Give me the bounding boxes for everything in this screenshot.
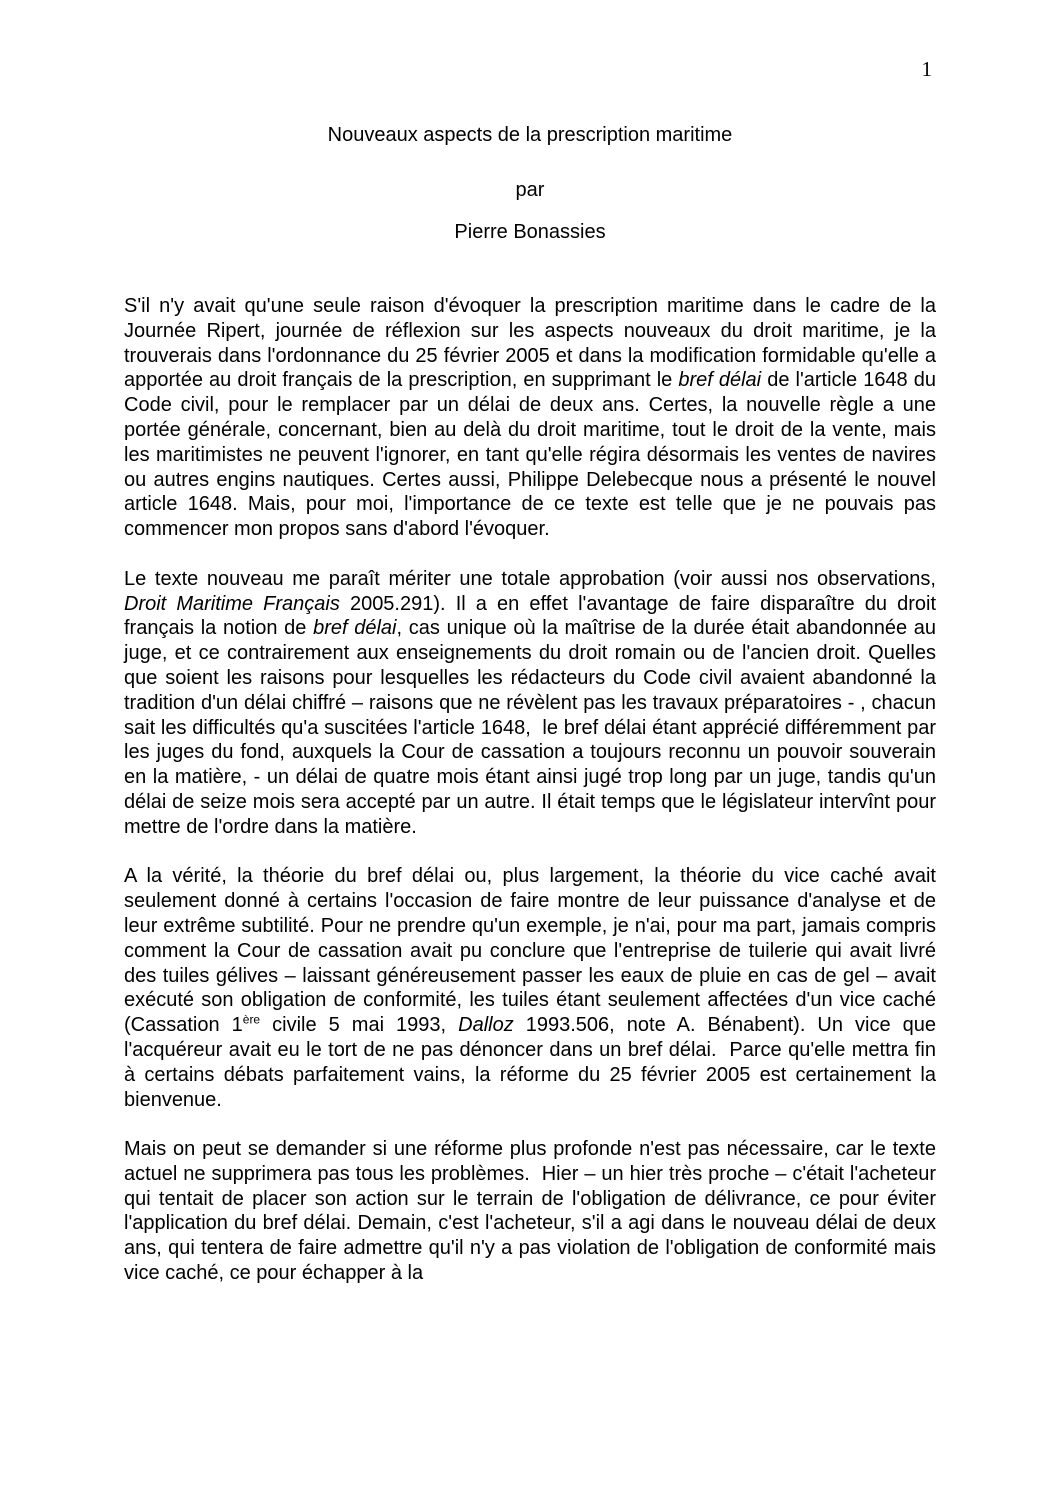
text-run: S'il n'y avait qu'une seule raison d'évoquer la prescription maritime dans le cadre de la Journée Ripert, journée de réflexion sur les aspects nouveaux du droit maritime, je la trouverais dans l'ordonnance du 25 février 2005 et dans la modification formidable qu'elle a apportée au droit français de la prescription, en supprimant le bbox=[124, 295, 942, 392]
paragraph bbox=[124, 1137, 942, 1286]
document-body bbox=[124, 294, 942, 1286]
italic-text-run: Dalloz bbox=[458, 1014, 514, 1037]
italic-text-run: Droit Maritime Français bbox=[124, 592, 340, 615]
page-number: 1 bbox=[921, 57, 932, 81]
document-title: Nouveaux aspects de la prescription maritime bbox=[327, 124, 733, 146]
text-run: Mais on peut se demander si une réforme plus profonde n'est pas nécessaire, car le texte actuel ne supprimera pas tous les problèmes. Hier – un hier très proche – c'était l'acheteur qui tentait de placer son action sur le terrain de l'obligation de délivrance, ce pour éviter l'application du bref délai. Demain, c'est l'acheteur, s'il a agi dans le nouveau délai de deux ans, qui tentera de faire admettre qu'il n'y a pas violation de l'obligation de conformité mais vice caché, ce pour échapper à la bbox=[124, 1138, 942, 1285]
italic-text-run: bref délai bbox=[678, 369, 762, 392]
paragraph bbox=[124, 567, 942, 840]
text-run: de l'article 1648 du Code civil, pour le remplacer par un délai de deux ans. Certes, la nouvelle règle a une portée générale, concernant, bien au delà du droit maritime, tout le droit de la vente, mais les maritimistes ne peuvent l'ignorer, en tant qu'elle régira désormais les ventes de navires ou autres engins nautiques. Certes aussi, Philippe Delebecque nous a présenté le nouvel article 1648. Mais, pour moi, l'importance de ce texte est telle que je ne pouvais pas commencer mon propos sans d'abord l'évoquer. bbox=[124, 369, 942, 541]
superscript-text-run: ère bbox=[242, 1012, 261, 1027]
text-run: A la vérité, la théorie du bref délai ou, plus largement, la théorie du vice caché avait seulement donné à certains l'occasion de faire montre de leur puissance d'analyse et de leur extrême subtilité. Pour ne prendre qu'un exemple, je n'ai, pour ma part, jamais compris comment la Cour de cassation avait pu conclure que l'entreprise de tuilerie qui avait livré des tuiles gélives – laissant généreusement passer les eaux de pluie en cas de gel – avait exécuté son obligation de conformité, les tuiles étant seulement affectées d'un vice caché (Cassation 1 bbox=[124, 865, 942, 1037]
text-run: 1993.506, note A. Bénabent). Un vice que l'acquéreur avait eu le tort de ne pas dénoncer dans un bref délai. Parce qu'elle mettra fin à certains débats parfaitement vains, la réforme du 25 février 2005 est certainement la bienvenue. bbox=[124, 1014, 942, 1111]
text-run: Le texte nouveau me paraît mériter une totale approbation (voir aussi nos observations, bbox=[124, 567, 942, 590]
byline: par bbox=[515, 179, 545, 201]
paragraph bbox=[124, 864, 942, 1112]
author-name: Pierre Bonassies bbox=[454, 221, 606, 243]
text-run: 2005.291). Il a en effet l'avantage de faire disparaître du droit français la notion de bbox=[124, 592, 942, 640]
text-run: civile 5 mai 1993, bbox=[260, 1014, 459, 1037]
paragraph bbox=[124, 294, 942, 542]
text-run: , cas unique où la maîtrise de la durée était abandonnée au juge, et ce contrairement aux enseignements du droit romain ou de l'ancien droit. Quelles que soient les raisons pour lesquelles les rédacteurs du Code civil avaient abandonné la tradition d'un délai chiffré – raisons que ne révèlent pas les travaux préparatoires - , chacun sait les difficultés qu'a suscitées l'article 1648, le bref délai étant apprécié différemment par les juges du fond, auxquels la Cour de cassation a toujours reconnu un pouvoir souverain en la matière, - un délai de quatre mois étant ainsi jugé trop long par un juge, tandis qu'un délai de seize mois sera accepté par un autre. Il était temps que le législateur intervînt pour mettre de l'ordre dans la matière. bbox=[124, 617, 942, 838]
italic-text-run: bref délai bbox=[313, 617, 397, 640]
